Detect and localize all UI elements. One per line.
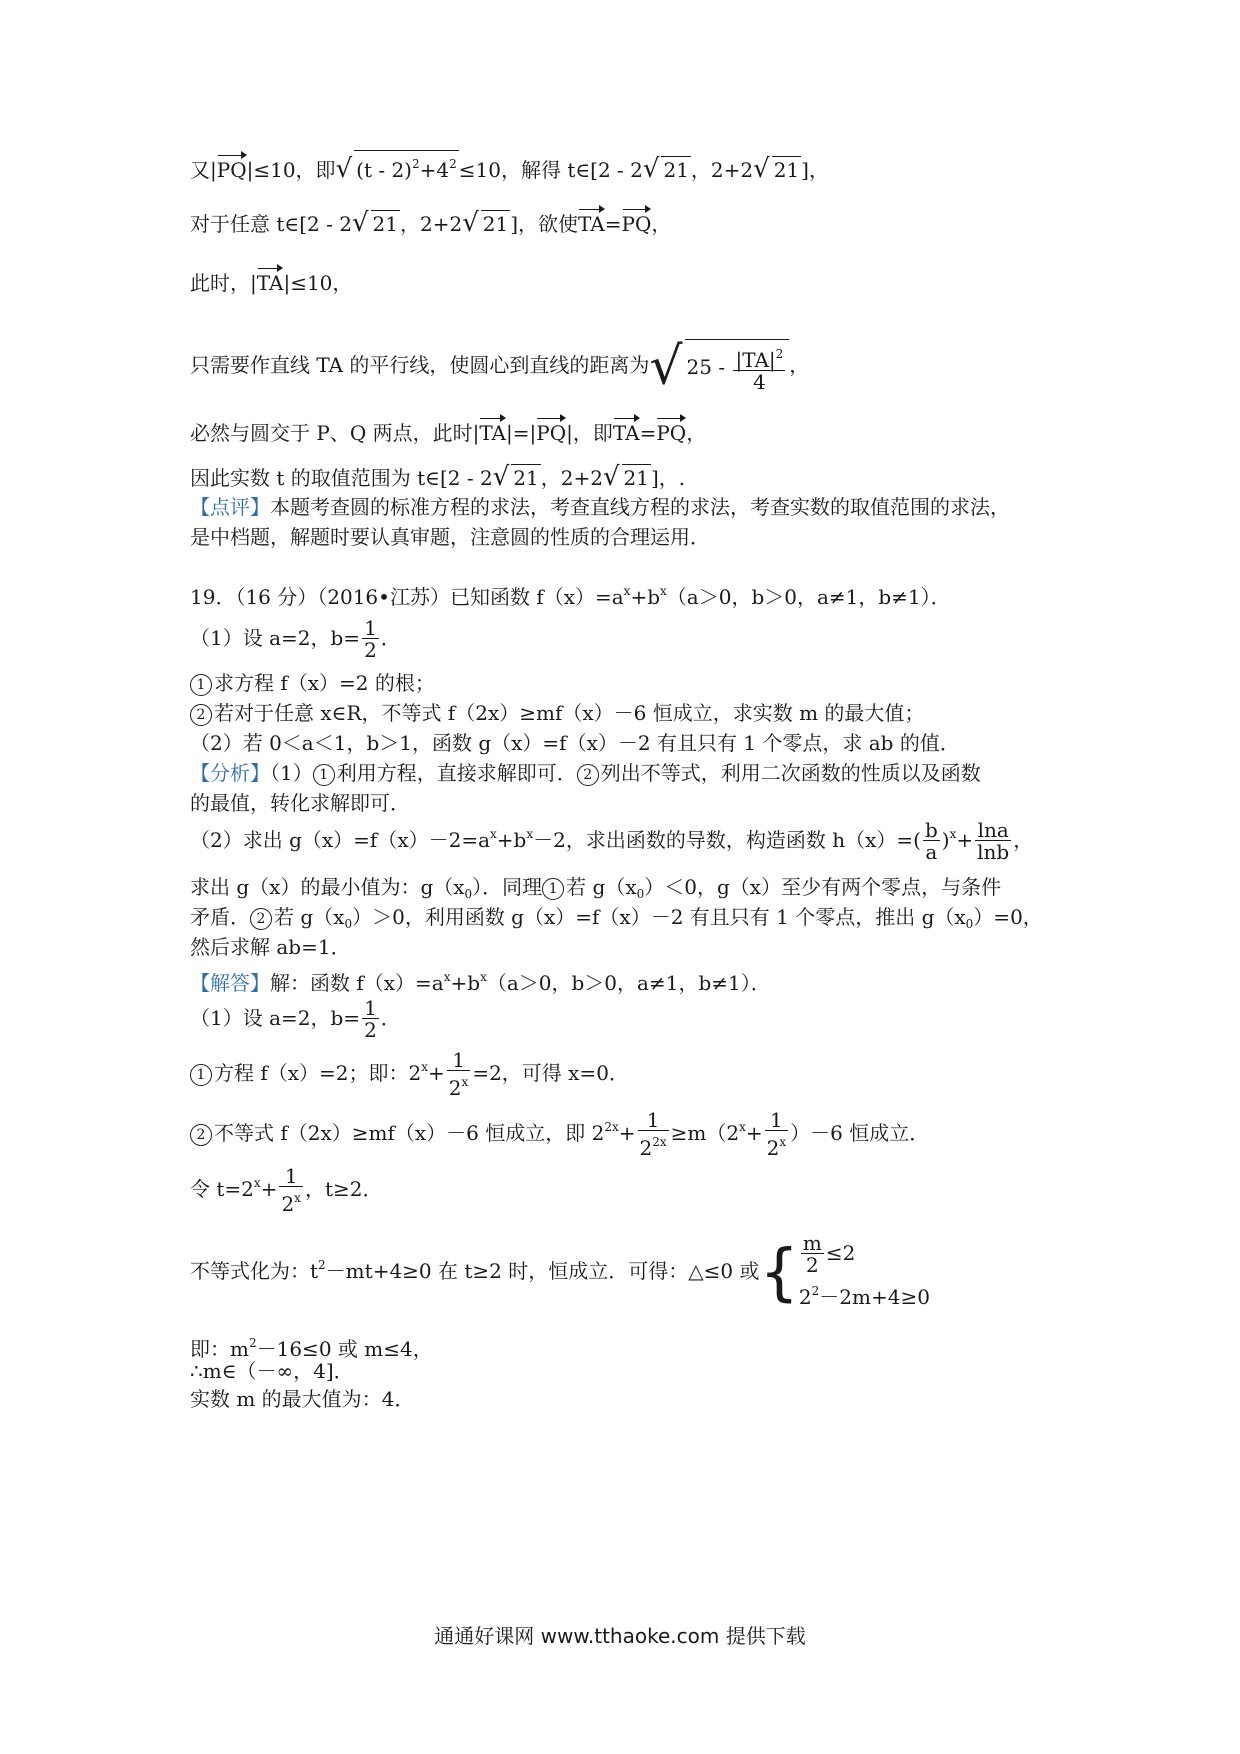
comment-line (190, 494, 1010, 520)
analysis-tag: 【分析】 (190, 761, 270, 785)
solution-line: 即：$m^2-16\le 0$ 或 m≤4， (190, 1336, 433, 1361)
question-part: （1）设 a=2，b= $\frac{1}{2}$ ． (190, 616, 401, 662)
comment-tag: 【点评】 (190, 495, 270, 519)
analysis-text: 然后求解 ab=1． (190, 935, 351, 959)
analysis-line (190, 790, 410, 816)
solution-line: 1 方程 f（x）=2；即：$2^x+$ $\frac{1}{2^x}$ =2，可得 x=0． (190, 1050, 629, 1099)
analysis-line: 求出 g（x）的最小值为：$g(x_0)$．同理 1 若 $g(x_0)<0$，g（x）至少有两个零点，与条件 (190, 875, 1002, 901)
page-footer: 通通好课网 www.tthaoke.com 提供下载 (434, 1624, 806, 1648)
solution-text: 实数 m 的最大值为：4． (190, 1387, 415, 1411)
solution-text: ∴m∈（－∞，4]． (190, 1359, 354, 1383)
comment-line (190, 524, 710, 550)
question-part: 2 若对于任意 x∈R，不等式 f（2x）≥mf（x）－6 恒成立，求实数 m 的最大值； (190, 700, 924, 726)
solution-line: （1）设 a=2，b= $\frac{1}{2}$ ． (190, 996, 401, 1042)
solution-line (190, 1386, 414, 1412)
question-part: 1 求方程 f（x）=2 的根； (190, 670, 435, 696)
solution-line: 【解答】解：函数 $f(x)=a^x+b^x(a>0$，b＞0，a≠1，b≠1）． (190, 970, 771, 995)
analysis-line (190, 934, 351, 960)
text-line: 必然与圆交于 P、Q 两点，此时|TA|=|PQ|，即TA=PQ， (190, 421, 707, 445)
analysis-line: 【分析】（1） 1 利用方程，直接求解即可． 2 列出不等式，利用二次函数的性质以及函数 (190, 761, 981, 785)
text-line: 对于任意 t∈[2 - 2√ 21 ，2+2√ 21 ]，欲使TA=PQ， (190, 208, 672, 238)
analysis-text: 的最值，转化求解即可． (190, 791, 410, 815)
question-title: 19．（16 分）（2016•江苏）已知函数 $f(x)=a^x+b^x(a>0$，b＞0，a≠1，b≠1）． (190, 584, 951, 609)
question-part-text: （2）若 0＜a＜1，b＞1，函数 g（x）=f（x）－2 有且只有 1 个零点，求 ab 的值． (190, 731, 960, 755)
comment-text: 本题考查圆的标准方程的求法，考查直线方程的求法，考查实数的取值范围的求法， (270, 495, 1010, 519)
comment-text: 是中档题，解题时要认真审题，注意圆的性质的合理运用． (190, 525, 710, 549)
solution-line: 2 不等式 f（2x）≥mf（x）－6 恒成立，即 $2^{2x}+$ $\frac{1}{2^{2x}}$ $\ge m(2^x+$ $\frac{1}{2^x}$ ）－6 恒成立． (190, 1110, 929, 1159)
analysis-line: （2）求出 $g(x)=f(x)-2=a^x+b^x-2$，求出函数的导数，构造函数 h（x）=( $\frac{b}{a}$ )$^x$+ $\frac{\ln a}{\ln b}$ ， (190, 818, 1034, 864)
text-line: 只需要作直线 TA 的平行线，使圆心到直线的距离为√ 25 - $\frac{|TA|^2}{4}$ ， (190, 336, 810, 397)
solution-line: 不等式化为：$t^2-mt+4\ge 0$ 在 t≥2 时，恒成立．可得：△≤0 或{ $\frac{m}{2}$ ≤2 $2^2-2m+4\ge 0$ (190, 1231, 930, 1309)
text-line: 因此实数 t 的取值范围为 t∈[2 - 2√ 21 ，2+2√ 21 ]，. (190, 462, 686, 492)
text-line: 此时，|TA|≤10， (190, 271, 353, 295)
solution-line (190, 1358, 354, 1384)
solution-line: 令 $t=2^x+$ $\frac{1}{2^x}$ ，t≥2． (190, 1164, 383, 1216)
solution-tag: 【解答】 (190, 971, 270, 995)
analysis-line: 矛盾． 2 若 $g(x_0)>0$，利用函数 g（x）=f（x）－2 有且只有 1 个零点，推出 $g(x_0)=0$， (190, 905, 1043, 931)
question-part (190, 730, 960, 756)
text-line: 又|PQ|≤10，即√ $(t - 2)^2+4^2 \le 10$，解得 t∈[2 - 2√ 21 ，2+2√ 21 ]， (190, 150, 829, 183)
